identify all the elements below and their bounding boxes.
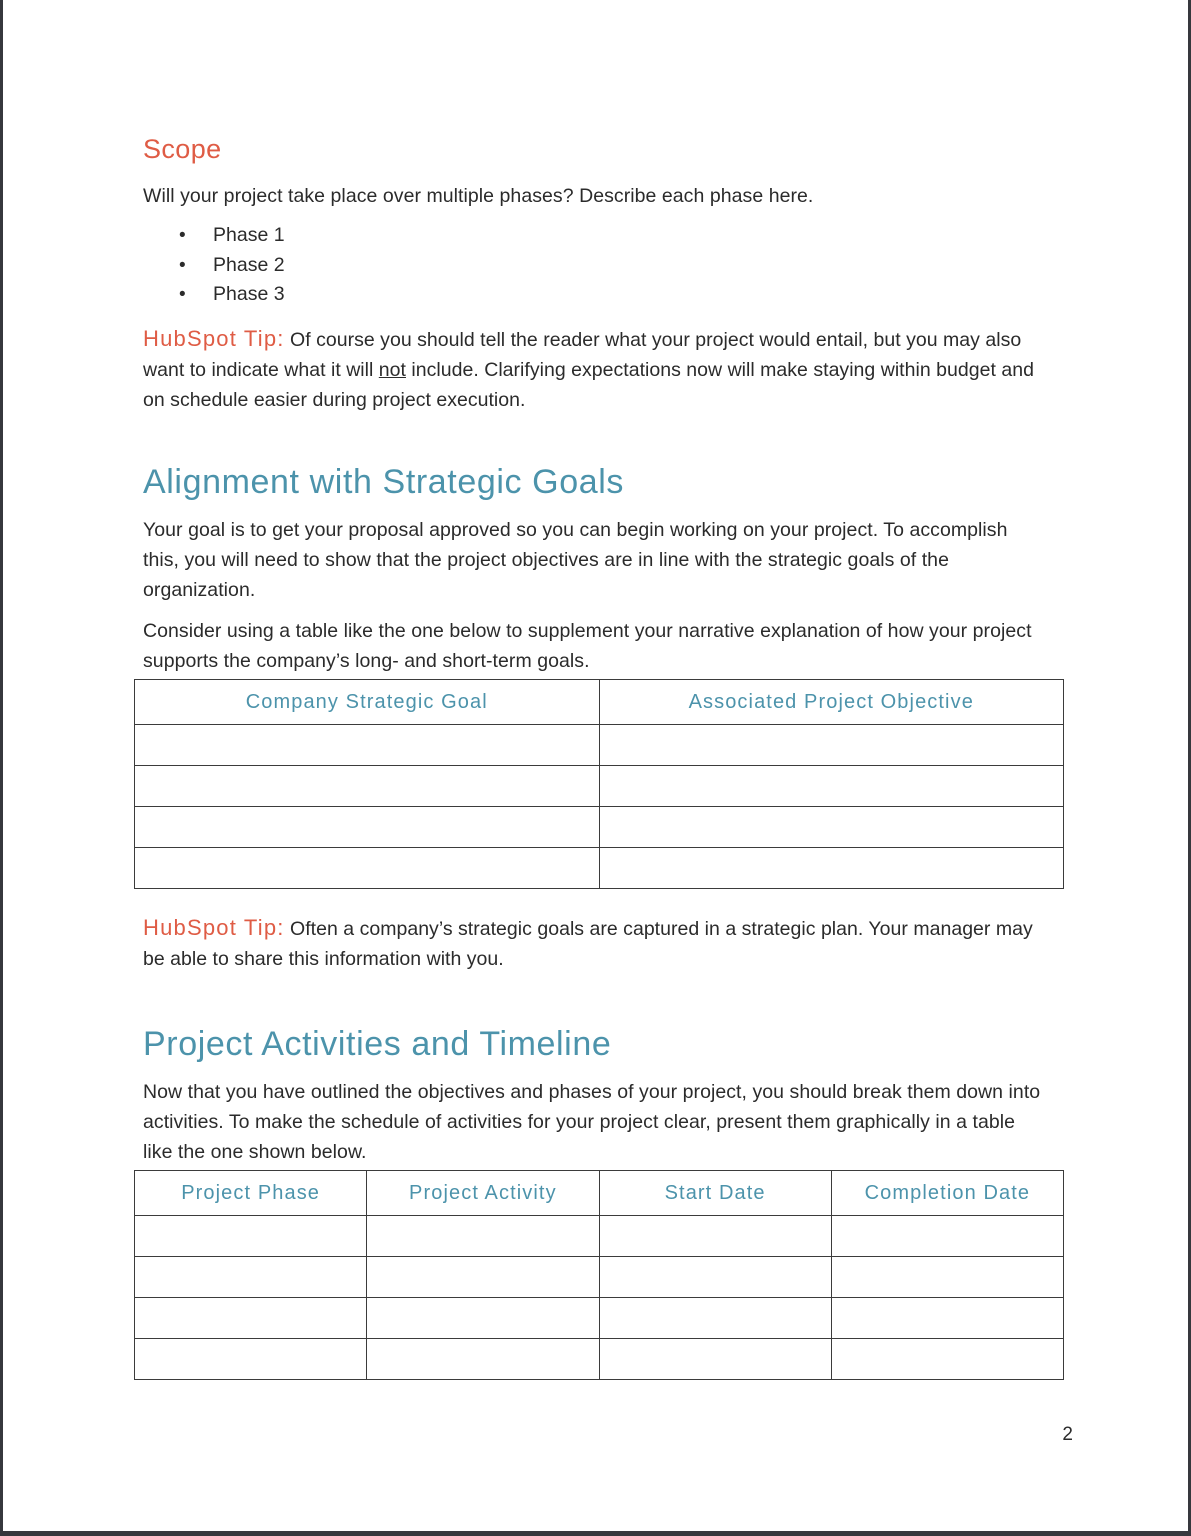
table-cell[interactable] xyxy=(135,1257,367,1298)
table-cell[interactable] xyxy=(599,1298,831,1339)
phase-list xyxy=(143,221,285,310)
column-header-project-phase: Project Phase xyxy=(135,1171,367,1216)
table-cell[interactable] xyxy=(599,1339,831,1380)
table-row xyxy=(135,1257,1064,1298)
table-cell[interactable] xyxy=(135,848,600,889)
tip-text-after: include. Clarifying expectations now will make staying within budget and on schedule easier during project execution. xyxy=(143,359,1034,411)
table-header-row xyxy=(135,680,1064,725)
table-cell[interactable] xyxy=(831,1298,1063,1339)
section-heading-scope: Scope xyxy=(143,134,222,164)
column-header-project-activity: Project Activity xyxy=(367,1171,599,1216)
scope-intro-paragraph: Will your project take place over multiple phases? Describe each phase here. xyxy=(143,185,814,207)
list-item: • Phase 2 xyxy=(143,251,285,281)
table-cell[interactable] xyxy=(367,1216,599,1257)
table-cell[interactable] xyxy=(135,725,600,766)
hubspot-tip-label: HubSpot Tip: xyxy=(143,326,285,351)
table-cell[interactable] xyxy=(135,1298,367,1339)
table-cell[interactable] xyxy=(135,1339,367,1380)
table-row xyxy=(135,848,1064,889)
table-row xyxy=(135,1339,1064,1380)
table-row xyxy=(135,1216,1064,1257)
column-header-company-strategic-goal: Company Strategic Goal xyxy=(135,680,600,725)
table-cell[interactable] xyxy=(831,1339,1063,1380)
column-header-start-date: Start Date xyxy=(599,1171,831,1216)
column-header-completion-date: Completion Date xyxy=(831,1171,1063,1216)
tip-emphasis-not: not xyxy=(378,359,406,381)
table-row xyxy=(135,725,1064,766)
table-cell[interactable] xyxy=(135,766,600,807)
alignment-paragraph-1: Your goal is to get your proposal approved so you can begin working on your project. To accomplish this, you will need to show that the project objectives are in line with the strategic goals of the organization. xyxy=(143,519,1008,601)
hubspot-tip-scope xyxy=(143,324,1058,415)
tip-text-before: Of course you should tell the reader what your project would entail, but you may also want to indicate what it will xyxy=(143,329,1022,381)
project-timeline-table xyxy=(134,1170,1064,1380)
table-cell[interactable] xyxy=(599,725,1064,766)
column-header-associated-project-objective: Associated Project Objective xyxy=(599,680,1064,725)
table-cell[interactable] xyxy=(367,1339,599,1380)
table-cell[interactable] xyxy=(831,1216,1063,1257)
hubspot-tip-label: HubSpot Tip: xyxy=(143,915,285,940)
page-number: 2 xyxy=(1062,1424,1073,1445)
alignment-paragraph-2: Consider using a table like the one below to supplement your narrative explanation of how your project supports the company’s long- and short-term goals. xyxy=(143,620,1032,672)
table-header-row xyxy=(135,1171,1064,1216)
table-cell[interactable] xyxy=(135,1216,367,1257)
table-row xyxy=(135,766,1064,807)
table-cell[interactable] xyxy=(367,1257,599,1298)
strategic-goals-table xyxy=(134,679,1064,889)
table-row xyxy=(135,1298,1064,1339)
table-cell[interactable] xyxy=(599,848,1064,889)
hubspot-tip-text: Often a company’s strategic goals are captured in a strategic plan. Your manager may be able to share this information with you. xyxy=(143,918,1033,970)
table-cell[interactable] xyxy=(135,807,600,848)
section-heading-alignment: Alignment with Strategic Goals xyxy=(143,463,624,501)
table-cell[interactable] xyxy=(599,1257,831,1298)
table-cell[interactable] xyxy=(599,807,1064,848)
activities-paragraph-1: Now that you have outlined the objectives and phases of your project, you should break them down into activities. To make the schedule of activities for your project clear, present them graphically in a table like the one shown below. xyxy=(143,1081,1041,1163)
table-cell[interactable] xyxy=(367,1298,599,1339)
table-cell[interactable] xyxy=(599,1216,831,1257)
section-heading-activities: Project Activities and Timeline xyxy=(143,1025,612,1063)
table-cell[interactable] xyxy=(599,766,1064,807)
list-item: • Phase 3 xyxy=(143,280,285,310)
table-cell[interactable] xyxy=(831,1257,1063,1298)
list-item: • Phase 1 xyxy=(143,221,285,251)
hubspot-tip-alignment xyxy=(143,913,1043,974)
table-row xyxy=(135,807,1064,848)
